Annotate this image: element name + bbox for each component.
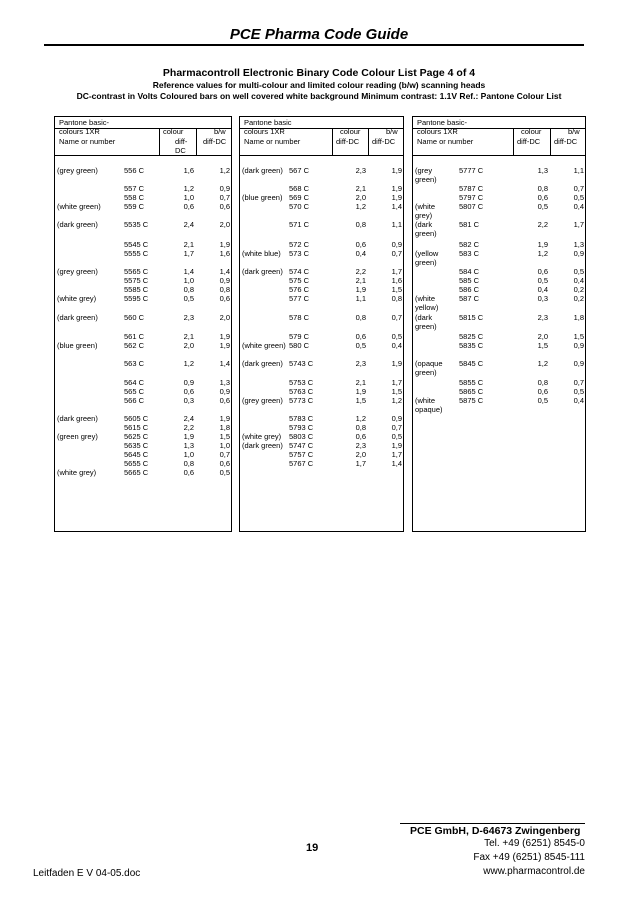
bw-diff-dc: 0,7 xyxy=(219,193,230,202)
colour-name: (opaque green) xyxy=(415,359,443,377)
pantone-number: 558 C xyxy=(124,193,145,202)
pantone-number: 563 C xyxy=(124,359,145,368)
pantone-number: 556 C xyxy=(124,166,145,175)
colour-name: (dark green) xyxy=(57,313,98,322)
pantone-number: 584 C xyxy=(459,267,480,276)
colour-diff-dc: 2,2 xyxy=(355,267,366,276)
header-diff: diff-DC xyxy=(336,137,360,146)
bw-diff-dc: 1,9 xyxy=(219,240,230,249)
colour-diff-dc: 0,6 xyxy=(537,387,548,396)
pantone-number: 586 C xyxy=(459,285,480,294)
pantone-number: 570 C xyxy=(289,202,310,211)
bw-diff-dc: 1,7 xyxy=(391,267,402,276)
pantone-number: 582 C xyxy=(459,240,480,249)
colour-diff-dc: 1,2 xyxy=(537,249,548,258)
pantone-number: 5655 C xyxy=(124,459,149,468)
pantone-number: 564 C xyxy=(124,378,145,387)
colour-diff-dc: 1,9 xyxy=(355,387,366,396)
list-subheading: Reference values for multi-colour and limited colour reading (b/w) scanning heads xyxy=(152,80,486,90)
column-divider xyxy=(159,128,160,155)
bw-diff-dc: 1,4 xyxy=(391,459,402,468)
pantone-number: 5767 C xyxy=(289,459,314,468)
colour-diff-dc: 0,8 xyxy=(537,378,548,387)
pantone-number: 5545 C xyxy=(124,240,149,249)
pantone-number: 5753 C xyxy=(289,378,314,387)
pantone-number: 5635 C xyxy=(124,441,149,450)
pantone-number: 5815 C xyxy=(459,313,484,322)
colour-diff-dc: 0,6 xyxy=(355,332,366,341)
colour-diff-dc: 2,0 xyxy=(183,341,194,350)
colour-name: (white blue) xyxy=(242,249,281,258)
colour-diff-dc: 0,8 xyxy=(183,285,194,294)
colour-diff-dc: 0,8 xyxy=(355,423,366,432)
colour-diff-dc: 1,5 xyxy=(537,341,548,350)
colour-diff-dc: 1,2 xyxy=(183,359,194,368)
bw-diff-dc: 0,5 xyxy=(573,387,584,396)
colour-table-2 xyxy=(239,116,404,532)
pantone-number: 583 C xyxy=(459,249,480,258)
colour-name: (grey green) xyxy=(415,166,437,184)
header-bw: b/w xyxy=(386,127,398,136)
bw-diff-dc: 0,2 xyxy=(573,294,584,303)
pantone-number: 5747 C xyxy=(289,441,314,450)
column-divider xyxy=(550,128,551,155)
bw-diff-dc: 1,9 xyxy=(219,414,230,423)
colour-diff-dc: 0,6 xyxy=(537,267,548,276)
bw-diff-dc: 0,5 xyxy=(573,267,584,276)
header-colour: colour xyxy=(521,127,542,136)
pantone-number: 5757 C xyxy=(289,450,314,459)
bw-diff-dc: 1,4 xyxy=(219,267,230,276)
colour-diff-dc: 2,3 xyxy=(183,313,194,322)
colour-diff-dc: 0,5 xyxy=(537,396,548,405)
colour-diff-dc: 0,6 xyxy=(183,387,194,396)
header-name: Name or number xyxy=(59,137,116,146)
bw-diff-dc: 2,0 xyxy=(219,220,230,229)
pantone-number: 5855 C xyxy=(459,378,484,387)
header-bw-diff: diff-DC xyxy=(203,137,227,146)
telephone: Tel. +49 (6251) 8545-0 xyxy=(484,838,585,849)
bw-diff-dc: 0,5 xyxy=(391,332,402,341)
colour-name: (dark green) xyxy=(415,313,437,331)
pantone-number: 5595 C xyxy=(124,294,149,303)
bw-diff-dc: 1,1 xyxy=(573,166,584,175)
pantone-number: 579 C xyxy=(289,332,310,341)
pantone-number: 5615 C xyxy=(124,423,149,432)
colour-diff-dc: 1,6 xyxy=(183,166,194,175)
table-header xyxy=(240,117,403,156)
header-dc: DC xyxy=(175,146,186,155)
pantone-number: 587 C xyxy=(459,294,480,303)
colour-diff-dc: 1,5 xyxy=(355,396,366,405)
colour-diff-dc: 1,2 xyxy=(537,359,548,368)
colour-name: (dark green) xyxy=(57,414,98,423)
colour-name: (dark green) xyxy=(242,359,283,368)
pantone-number: 575 C xyxy=(289,276,310,285)
pantone-number: 565 C xyxy=(124,387,145,396)
colour-diff-dc: 1,2 xyxy=(183,184,194,193)
header-bw: b/w xyxy=(214,127,226,136)
colour-diff-dc: 2,4 xyxy=(183,220,194,229)
colour-diff-dc: 0,5 xyxy=(183,294,194,303)
colour-name: (white yellow) xyxy=(415,294,439,312)
pantone-number: 5787 C xyxy=(459,184,484,193)
pantone-number: 561 C xyxy=(124,332,145,341)
pantone-number: 576 C xyxy=(289,285,310,294)
page-number: 19 xyxy=(306,842,319,854)
header-pantone: Pantone basic xyxy=(244,118,292,127)
bw-diff-dc: 1,9 xyxy=(391,193,402,202)
pantone-number: 577 C xyxy=(289,294,310,303)
header-bw-diff: diff-DC xyxy=(554,137,578,146)
pantone-number: 5865 C xyxy=(459,387,484,396)
bw-diff-dc: 0,7 xyxy=(219,450,230,459)
colour-diff-dc: 1,7 xyxy=(183,249,194,258)
bw-diff-dc: 1,5 xyxy=(391,387,402,396)
pantone-number: 5825 C xyxy=(459,332,484,341)
column-divider xyxy=(368,128,369,155)
bw-diff-dc: 0,2 xyxy=(573,285,584,294)
colour-name: (dark green) xyxy=(242,166,283,175)
fax-number: Fax +49 (6251) 8545-111 xyxy=(473,852,585,863)
colour-name: (dark green) xyxy=(242,441,283,450)
colour-diff-dc: 0,5 xyxy=(537,202,548,211)
colour-name: (dark green) xyxy=(415,220,437,238)
colour-diff-dc: 0,6 xyxy=(355,240,366,249)
list-heading: Pharmacontroll Electronic Binary Code Colour List Page 4 of 4 xyxy=(162,67,476,79)
colour-name: (white grey) xyxy=(57,468,97,477)
bw-diff-dc: 1,8 xyxy=(573,313,584,322)
colour-diff-dc: 1,1 xyxy=(355,294,366,303)
bw-diff-dc: 1,9 xyxy=(219,341,230,350)
colour-diff-dc: 1,3 xyxy=(537,166,548,175)
pantone-number: 568 C xyxy=(289,184,310,193)
bw-diff-dc: 0,6 xyxy=(219,396,230,405)
colour-diff-dc: 2,1 xyxy=(183,332,194,341)
column-divider xyxy=(332,128,333,155)
colour-name: (white grey) xyxy=(415,202,436,220)
colour-name: (white grey) xyxy=(57,294,97,303)
bw-diff-dc: 0,9 xyxy=(573,359,584,368)
bw-diff-dc: 0,9 xyxy=(573,341,584,350)
bw-diff-dc: 0,6 xyxy=(219,459,230,468)
colour-diff-dc: 2,1 xyxy=(355,378,366,387)
colour-diff-dc: 2,4 xyxy=(183,414,194,423)
colour-diff-dc: 1,2 xyxy=(355,202,366,211)
bw-diff-dc: 0,9 xyxy=(219,184,230,193)
bw-diff-dc: 1,7 xyxy=(391,450,402,459)
colour-diff-dc: 1,4 xyxy=(183,267,194,276)
pantone-number: 5773 C xyxy=(289,396,314,405)
header-diff: diff-DC xyxy=(517,137,541,146)
footer-rule xyxy=(400,823,585,824)
bw-diff-dc: 1,7 xyxy=(573,220,584,229)
colour-diff-dc: 2,0 xyxy=(355,450,366,459)
header-colours: colours 1XR xyxy=(59,127,100,136)
colour-name: (grey green) xyxy=(57,267,98,276)
colour-diff-dc: 0,3 xyxy=(183,396,194,405)
pantone-number: 5645 C xyxy=(124,450,149,459)
colour-diff-dc: 1,0 xyxy=(183,193,194,202)
bw-diff-dc: 0,9 xyxy=(573,249,584,258)
bw-diff-dc: 0,9 xyxy=(219,387,230,396)
bw-diff-dc: 0,8 xyxy=(391,294,402,303)
bw-diff-dc: 1,6 xyxy=(219,249,230,258)
header-name: Name or number xyxy=(417,137,474,146)
colour-diff-dc: 2,3 xyxy=(355,441,366,450)
pantone-number: 5665 C xyxy=(124,468,149,477)
pantone-number: 557 C xyxy=(124,184,145,193)
colour-name: (white grey) xyxy=(242,432,282,441)
header-rule xyxy=(413,128,585,129)
bw-diff-dc: 1,6 xyxy=(391,276,402,285)
pantone-number: 5875 C xyxy=(459,396,484,405)
bw-diff-dc: 0,7 xyxy=(573,184,584,193)
colour-diff-dc: 1,7 xyxy=(355,459,366,468)
colour-name: (white opaque) xyxy=(415,396,443,414)
pantone-number: 5835 C xyxy=(459,341,484,350)
pantone-number: 5763 C xyxy=(289,387,314,396)
bw-diff-dc: 1,5 xyxy=(391,285,402,294)
colour-name: (dark green) xyxy=(242,267,283,276)
pantone-number: 5845 C xyxy=(459,359,484,368)
pantone-number: 5797 C xyxy=(459,193,484,202)
pantone-number: 5793 C xyxy=(289,423,314,432)
colour-diff-dc: 0,6 xyxy=(183,202,194,211)
column-divider xyxy=(196,128,197,155)
pantone-number: 5605 C xyxy=(124,414,149,423)
header-bw: b/w xyxy=(568,127,580,136)
pantone-number: 578 C xyxy=(289,313,310,322)
website: www.pharmacontrol.de xyxy=(483,866,585,877)
colour-diff-dc: 0,4 xyxy=(537,285,548,294)
colour-diff-dc: 0,6 xyxy=(537,193,548,202)
table-header xyxy=(413,117,585,156)
bw-diff-dc: 0,7 xyxy=(391,249,402,258)
pantone-number: 5777 C xyxy=(459,166,484,175)
bw-diff-dc: 0,5 xyxy=(219,468,230,477)
pantone-number: 5565 C xyxy=(124,267,149,276)
pantone-number: 569 C xyxy=(289,193,310,202)
colour-name: (green grey) xyxy=(57,432,98,441)
colour-diff-dc: 0,6 xyxy=(355,432,366,441)
bw-diff-dc: 1,4 xyxy=(219,359,230,368)
header-pantone: Pantone basic- xyxy=(417,118,468,127)
pantone-number: 5803 C xyxy=(289,432,314,441)
colour-diff-dc: 0,8 xyxy=(355,313,366,322)
document-reference: Leitfaden E V 04-05.doc xyxy=(33,868,141,879)
colour-diff-dc: 0,8 xyxy=(355,220,366,229)
header-bw-diff: diff-DC xyxy=(372,137,396,146)
bw-diff-dc: 0,9 xyxy=(391,240,402,249)
table-header xyxy=(55,117,231,156)
pantone-number: 5783 C xyxy=(289,414,314,423)
title-underline xyxy=(44,44,584,46)
bw-diff-dc: 1,3 xyxy=(219,378,230,387)
colour-diff-dc: 1,0 xyxy=(183,276,194,285)
bw-diff-dc: 0,6 xyxy=(219,202,230,211)
colour-name: (blue green) xyxy=(57,341,98,350)
colour-diff-dc: 0,8 xyxy=(537,184,548,193)
bw-diff-dc: 1,4 xyxy=(391,202,402,211)
colour-name: (blue green) xyxy=(242,193,283,202)
bw-diff-dc: 1,0 xyxy=(219,441,230,450)
pantone-number: 560 C xyxy=(124,313,145,322)
colour-diff-dc: 1,2 xyxy=(355,414,366,423)
pantone-number: 5585 C xyxy=(124,285,149,294)
colour-name: (grey green) xyxy=(242,396,283,405)
header-colour: colour xyxy=(340,127,361,136)
colour-diff-dc: 1,0 xyxy=(183,450,194,459)
pantone-number: 566 C xyxy=(124,396,145,405)
bw-diff-dc: 1,1 xyxy=(391,220,402,229)
colour-diff-dc: 2,3 xyxy=(537,313,548,322)
colour-diff-dc: 0,3 xyxy=(537,294,548,303)
colour-diff-dc: 2,3 xyxy=(355,166,366,175)
colour-diff-dc: 1,9 xyxy=(355,285,366,294)
colour-diff-dc: 0,5 xyxy=(355,341,366,350)
bw-diff-dc: 0,9 xyxy=(219,276,230,285)
column-divider xyxy=(513,128,514,155)
colour-diff-dc: 0,5 xyxy=(537,276,548,285)
bw-diff-dc: 0,6 xyxy=(219,294,230,303)
pantone-number: 581 C xyxy=(459,220,480,229)
colour-diff-dc: 1,3 xyxy=(183,441,194,450)
colour-diff-dc: 0,9 xyxy=(183,378,194,387)
bw-diff-dc: 1,9 xyxy=(219,332,230,341)
pantone-number: 567 C xyxy=(289,166,310,175)
guide-title: PCE Pharma Code Guide xyxy=(229,26,409,43)
pantone-number: 5535 C xyxy=(124,220,149,229)
header-colours: colours 1XR xyxy=(417,127,458,136)
bw-diff-dc: 0,5 xyxy=(391,432,402,441)
header-rule xyxy=(240,128,403,129)
header-rule xyxy=(55,128,231,129)
header-pantone: Pantone basic- xyxy=(59,118,110,127)
colour-diff-dc: 0,8 xyxy=(183,459,194,468)
colour-diff-dc: 2,2 xyxy=(183,423,194,432)
bw-diff-dc: 0,4 xyxy=(573,276,584,285)
colour-diff-dc: 2,0 xyxy=(355,193,366,202)
colour-diff-dc: 1,9 xyxy=(183,432,194,441)
bw-diff-dc: 1,3 xyxy=(573,240,584,249)
pantone-number: 574 C xyxy=(289,267,310,276)
colour-name: (dark green) xyxy=(57,220,98,229)
colour-diff-dc: 1,9 xyxy=(537,240,548,249)
pantone-number: 573 C xyxy=(289,249,310,258)
bw-diff-dc: 0,5 xyxy=(573,193,584,202)
pantone-number: 5743 C xyxy=(289,359,314,368)
bw-diff-dc: 1,7 xyxy=(391,378,402,387)
bw-diff-dc: 1,2 xyxy=(391,396,402,405)
pantone-number: 5555 C xyxy=(124,249,149,258)
company-address: PCE GmbH, D-64673 Zwingenberg xyxy=(410,825,581,837)
bw-diff-dc: 1,9 xyxy=(391,359,402,368)
pantone-number: 572 C xyxy=(289,240,310,249)
colour-name: (white green) xyxy=(57,202,101,211)
colour-diff-dc: 2,0 xyxy=(537,332,548,341)
colour-diff-dc: 2,1 xyxy=(355,276,366,285)
colour-name: (grey green) xyxy=(57,166,98,175)
colour-diff-dc: 2,3 xyxy=(355,359,366,368)
bw-diff-dc: 2,0 xyxy=(219,313,230,322)
colour-diff-dc: 0,4 xyxy=(355,249,366,258)
pantone-number: 580 C xyxy=(289,341,310,350)
bw-diff-dc: 1,5 xyxy=(219,432,230,441)
pantone-number: 585 C xyxy=(459,276,480,285)
header-name: Name or number xyxy=(244,137,301,146)
header-colour: colour xyxy=(163,127,184,136)
bw-diff-dc: 0,4 xyxy=(391,341,402,350)
bw-diff-dc: 1,5 xyxy=(573,332,584,341)
pantone-number: 559 C xyxy=(124,202,145,211)
colour-name: (yellow green) xyxy=(415,249,439,267)
bw-diff-dc: 0,7 xyxy=(573,378,584,387)
bw-diff-dc: 1,8 xyxy=(219,423,230,432)
header-diff: diff- xyxy=(175,137,188,146)
bw-diff-dc: 0,4 xyxy=(573,396,584,405)
bw-diff-dc: 0,4 xyxy=(573,202,584,211)
bw-diff-dc: 1,9 xyxy=(391,441,402,450)
bw-diff-dc: 0,9 xyxy=(391,414,402,423)
bw-diff-dc: 0,7 xyxy=(391,423,402,432)
bw-diff-dc: 1,9 xyxy=(391,184,402,193)
contrast-note: DC-contrast in Volts Coloured bars on well covered white background Minimum contrast: 1.1V Ref.: Pantone Colour List xyxy=(76,91,562,101)
pantone-number: 571 C xyxy=(289,220,310,229)
pantone-number: 5575 C xyxy=(124,276,149,285)
header-colours: colours 1XR xyxy=(244,127,285,136)
colour-diff-dc: 2,1 xyxy=(183,240,194,249)
colour-diff-dc: 0,6 xyxy=(183,468,194,477)
pantone-number: 562 C xyxy=(124,341,145,350)
pantone-number: 5807 C xyxy=(459,202,484,211)
colour-diff-dc: 2,2 xyxy=(537,220,548,229)
bw-diff-dc: 0,7 xyxy=(391,313,402,322)
pantone-number: 5625 C xyxy=(124,432,149,441)
bw-diff-dc: 1,9 xyxy=(391,166,402,175)
bw-diff-dc: 0,8 xyxy=(219,285,230,294)
colour-table-3 xyxy=(412,116,586,532)
colour-table-1 xyxy=(54,116,232,532)
colour-diff-dc: 2,1 xyxy=(355,184,366,193)
colour-name: (white green) xyxy=(242,341,286,350)
bw-diff-dc: 1,2 xyxy=(219,166,230,175)
